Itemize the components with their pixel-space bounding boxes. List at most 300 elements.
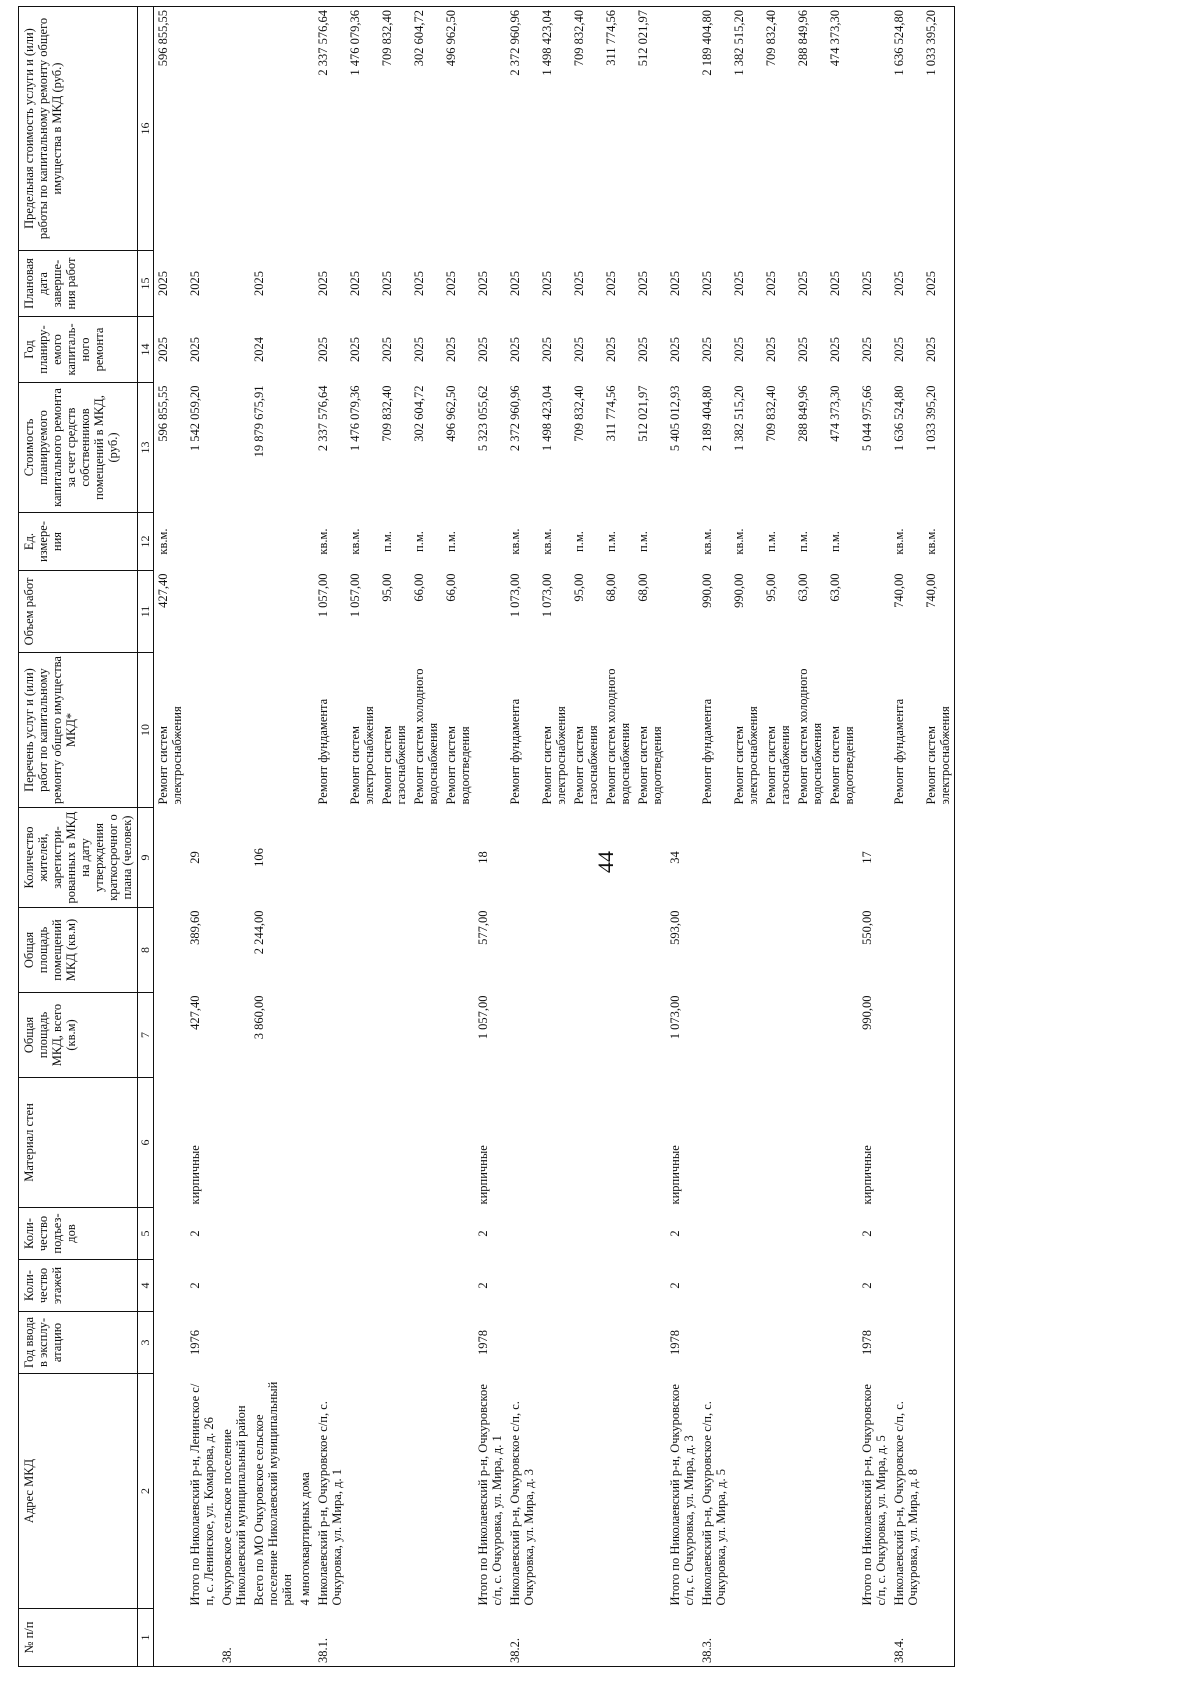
col-number: 14	[138, 317, 154, 383]
wall-material-cell: кирпичные	[668, 1145, 683, 1205]
end-year-cell: 2025	[380, 271, 395, 296]
cost-cell: 709 832,40	[380, 385, 395, 442]
end-year-cell: 2025	[860, 271, 875, 296]
floors-cell: 2	[188, 1282, 203, 1289]
year-cell	[314, 1312, 346, 1374]
floors-cell	[826, 1260, 858, 1312]
area-premises-cell	[296, 908, 314, 993]
volume-cell: 63,00	[828, 573, 843, 602]
limit-cost-cell	[296, 7, 314, 251]
entrances-cell	[570, 1208, 602, 1260]
volume-cell	[296, 571, 314, 653]
entrances-cell	[826, 1208, 858, 1260]
end-year-cell: 2025	[444, 271, 459, 296]
col-header-works: Перечень услуг и (или) работ по капитальному ремонту общего имущества МКД*	[19, 653, 138, 808]
volume-cell: 1 057,00	[348, 573, 363, 618]
unit-cell	[186, 513, 218, 571]
area-premises-cell	[154, 908, 187, 993]
area-total-cell: 1 057,00	[476, 995, 491, 1040]
year-cell	[826, 1312, 858, 1374]
unit-cell: п.м.	[604, 531, 619, 552]
wall-material-cell	[794, 1078, 826, 1208]
wall-material-cell	[730, 1078, 762, 1208]
work-type-cell	[474, 653, 506, 808]
table-row	[730, 7, 762, 1667]
limit-cost-cell: 2 337 576,64	[314, 7, 346, 251]
end-year-cell: 2025	[892, 271, 907, 296]
table-row	[442, 7, 474, 1667]
limit-cost-cell: 2 372 960,96	[506, 7, 538, 251]
cost-cell	[218, 383, 250, 513]
floors-cell	[250, 1260, 296, 1312]
year-cell: 1978	[860, 1330, 875, 1355]
area-premises-cell	[602, 908, 634, 993]
row-number	[474, 1609, 506, 1667]
year-cell: 1976	[188, 1330, 203, 1355]
year-cell	[922, 1312, 955, 1374]
area-premises-cell: 550,00	[860, 910, 875, 945]
floors-cell	[698, 1260, 730, 1312]
area-total-cell	[346, 993, 378, 1078]
table-row	[826, 7, 858, 1667]
table-row	[346, 7, 378, 1667]
area-premises-cell	[314, 908, 346, 993]
wall-material-cell	[296, 1078, 314, 1208]
floors-cell: 2	[668, 1282, 683, 1289]
cost-cell: 288 849,96	[796, 385, 811, 442]
residents-cell	[922, 808, 955, 908]
address-cell: Итого по Николаевский р-н, Очкуровское с/п, с. Очкуровка, ул. Мира, д. 5	[860, 1384, 889, 1606]
work-type-cell: Ремонт фундамента	[892, 698, 907, 805]
col-number: 5	[138, 1208, 154, 1260]
end-year-cell: 2025	[668, 271, 683, 296]
wall-material-cell: кирпичные	[860, 1145, 875, 1205]
floors-cell	[922, 1260, 955, 1312]
table-row	[922, 7, 955, 1667]
entrances-cell	[794, 1208, 826, 1260]
area-total-cell	[296, 993, 314, 1078]
unit-cell: кв.м.	[540, 528, 555, 555]
col-number: 15	[138, 251, 154, 317]
area-total-cell	[442, 993, 474, 1078]
residents-cell	[602, 808, 634, 908]
year-cell	[442, 1312, 474, 1374]
work-type-cell	[296, 653, 314, 808]
unit-cell: п.м.	[764, 531, 779, 552]
cost-cell: 1 476 079,36	[348, 385, 363, 452]
residents-cell: 34	[668, 851, 683, 864]
entrances-cell	[698, 1208, 730, 1260]
work-type-cell	[218, 653, 250, 808]
volume-cell	[858, 571, 890, 653]
plan-year-cell: 2025	[922, 317, 955, 383]
table-row	[186, 7, 218, 1667]
limit-cost-cell: 288 849,96	[794, 7, 826, 251]
floors-cell	[296, 1260, 314, 1312]
floors-cell	[314, 1260, 346, 1312]
unit-cell: п.м.	[572, 531, 587, 552]
year-cell	[296, 1312, 314, 1374]
col-number: 1	[138, 1609, 154, 1667]
end-year-cell: 2025	[700, 271, 715, 296]
residents-cell	[410, 808, 442, 908]
year-cell	[378, 1312, 410, 1374]
address-cell: Итого по Николаевский р-н, Очкуровское с/п, с. Очкуровка, ул. Мира, д. 1	[476, 1384, 505, 1606]
year-cell	[538, 1312, 570, 1374]
address-cell: Итого по Николаевский р-н, Очкуровское с/п, с. Очкуровка, ул. Мира, д. 3	[668, 1384, 697, 1606]
col-header-no: № п/п	[19, 1609, 138, 1667]
plan-year-cell: 2025	[700, 337, 715, 362]
row-number	[794, 1609, 826, 1667]
year-cell	[794, 1312, 826, 1374]
cost-cell: 5 323 055,62	[476, 385, 491, 452]
row-number	[762, 1609, 794, 1667]
address-cell: Николаевский р-н, Очкуровское с/п, с. Очкуровка, ул. Мира, д. 8	[892, 1401, 921, 1606]
residents-cell: 29	[188, 851, 203, 864]
area-total-cell	[730, 993, 762, 1078]
table-row	[410, 7, 442, 1667]
work-type-cell: Ремонт фундамента	[508, 698, 523, 805]
address-cell: Николаевский р-н, Очкуровское с/п, с. Очкуровка, ул. Мира, д. 1	[316, 1401, 345, 1606]
unit-cell	[250, 513, 296, 571]
cost-cell: 5 044 975,66	[860, 385, 875, 452]
year-cell	[762, 1312, 794, 1374]
end-year-cell: 2025	[252, 271, 267, 296]
col-number: 3	[138, 1312, 154, 1374]
limit-cost-cell: 709 832,40	[762, 7, 794, 251]
col-number: 4	[138, 1260, 154, 1312]
end-year-cell	[218, 251, 250, 317]
volume-cell: 63,00	[796, 573, 811, 602]
row-number	[826, 1609, 858, 1667]
residents-cell	[794, 808, 826, 908]
work-type-cell	[186, 653, 218, 808]
end-year-cell: 2025	[732, 271, 747, 296]
address-cell	[378, 1374, 410, 1609]
volume-cell: 1 057,00	[316, 573, 331, 618]
end-year-cell: 2025	[316, 271, 331, 296]
cost-cell: 474 373,30	[828, 385, 843, 442]
row-number	[666, 1609, 698, 1667]
residents-cell	[314, 808, 346, 908]
limit-cost-cell	[250, 7, 296, 251]
table-row	[154, 7, 187, 1667]
address-cell: 4 многоквартирных дома	[298, 1472, 313, 1606]
table-row	[794, 7, 826, 1667]
year-cell	[698, 1312, 730, 1374]
table-body	[154, 7, 955, 1667]
entrances-cell	[442, 1208, 474, 1260]
col-number: 13	[138, 383, 154, 513]
volume-cell: 66,00	[412, 573, 427, 602]
row-number: 38.3.	[698, 1609, 730, 1667]
address-cell	[346, 1374, 378, 1609]
limit-cost-cell: 1 382 515,20	[730, 7, 762, 251]
area-total-cell	[538, 993, 570, 1078]
cost-cell: 2 372 960,96	[508, 385, 523, 452]
residents-cell: 17	[860, 851, 875, 864]
wall-material-cell	[826, 1078, 858, 1208]
col-number: 9	[138, 808, 154, 908]
address-cell	[794, 1374, 826, 1609]
wall-material-cell	[218, 1078, 250, 1208]
unit-cell: кв.м.	[892, 528, 907, 555]
year-cell	[218, 1312, 250, 1374]
entrances-cell	[634, 1208, 666, 1260]
area-premises-cell: 389,60	[188, 910, 203, 945]
limit-cost-cell	[218, 7, 250, 251]
work-type-cell: Ремонт систем водоотведения	[636, 726, 665, 805]
volume-cell: 68,00	[604, 573, 619, 602]
area-premises-cell	[890, 908, 922, 993]
page-number: 44	[593, 851, 618, 873]
unit-cell: п.м.	[380, 531, 395, 552]
col-header-residents: Количество жителей, зарегистри-рованных в МКД на дату утверждения краткосрочног о плана (человек)	[19, 808, 138, 908]
cost-cell	[296, 383, 314, 513]
floors-cell	[442, 1260, 474, 1312]
end-year-cell: 2025	[922, 251, 955, 317]
floors-cell	[346, 1260, 378, 1312]
col-header-address: Адрес МКД	[19, 1374, 138, 1609]
cost-cell: 19 879 675,91	[252, 385, 267, 458]
unit-cell: п.м.	[444, 531, 459, 552]
residents-cell	[634, 808, 666, 908]
area-total-cell: 990,00	[860, 995, 875, 1030]
row-number: 38.1.	[314, 1609, 346, 1667]
plan-year-cell: 2025	[796, 337, 811, 362]
cost-cell: 512 021,97	[636, 385, 651, 442]
residents-cell	[218, 808, 250, 908]
cost-cell: 1 636 524,80	[892, 385, 907, 452]
address-cell	[538, 1374, 570, 1609]
area-total-cell	[602, 993, 634, 1078]
plan-year-cell: 2025	[668, 337, 683, 362]
plan-year-cell: 2025	[540, 337, 555, 362]
cost-cell: 1 498 423,04	[540, 385, 555, 452]
col-header-cost: Стоимость планируемого капитального ремонта за счет средств собственников помещений в МКД, (руб.)	[19, 383, 138, 513]
row-number	[410, 1609, 442, 1667]
residents-cell	[378, 808, 410, 908]
volume-cell: 66,00	[444, 573, 459, 602]
area-total-cell	[378, 993, 410, 1078]
area-total-cell	[826, 993, 858, 1078]
area-premises-cell	[346, 908, 378, 993]
cost-cell: 1 382 515,20	[732, 385, 747, 452]
row-number	[186, 1609, 218, 1667]
residents-cell	[154, 808, 187, 908]
work-type-cell: Ремонт систем электроснабжения	[922, 653, 955, 808]
unit-cell	[474, 513, 506, 571]
work-type-cell: Ремонт систем электроснабжения	[156, 706, 185, 805]
area-total-cell	[314, 993, 346, 1078]
work-type-cell: Ремонт фундамента	[700, 698, 715, 805]
plan-year-cell: 2025	[412, 337, 427, 362]
table-row	[218, 7, 250, 1667]
wall-material-cell	[314, 1078, 346, 1208]
entrances-cell	[378, 1208, 410, 1260]
area-premises-cell	[442, 908, 474, 993]
plan-year-cell: 2025	[476, 337, 491, 362]
limit-cost-cell: 709 832,40	[570, 7, 602, 251]
end-year-cell: 2025	[796, 271, 811, 296]
plan-year-cell: 2025	[732, 337, 747, 362]
col-number: 8	[138, 908, 154, 993]
limit-cost-cell: 496 962,50	[442, 7, 474, 251]
end-year-cell: 2025	[476, 271, 491, 296]
row-number: 38.	[218, 1609, 250, 1667]
cost-cell: 709 832,40	[764, 385, 779, 442]
plan-year-cell: 2024	[252, 337, 267, 362]
work-type-cell: Ремонт систем электроснабжения	[348, 706, 377, 805]
work-type-cell	[666, 653, 698, 808]
cost-cell: 709 832,40	[572, 385, 587, 442]
volume-cell: 427,40	[156, 573, 171, 608]
limit-cost-cell	[858, 7, 890, 251]
col-header-limit-cost: Предельная стоимость услуги и (или) работы по капитальному ремонту общего имущества в МКД (руб.)	[19, 7, 138, 251]
unit-cell: кв.м.	[156, 528, 171, 555]
wall-material-cell	[538, 1078, 570, 1208]
limit-cost-cell: 596 855,55	[154, 7, 187, 251]
area-total-cell	[922, 993, 955, 1078]
address-cell	[634, 1374, 666, 1609]
volume-cell: 990,00	[700, 573, 715, 608]
floors-cell	[730, 1260, 762, 1312]
table-row	[666, 7, 698, 1667]
unit-cell: п.м.	[636, 531, 651, 552]
end-year-cell: 2025	[828, 271, 843, 296]
table-row	[538, 7, 570, 1667]
entrances-cell: 2	[668, 1230, 683, 1237]
area-premises-cell	[218, 908, 250, 993]
entrances-cell	[314, 1208, 346, 1260]
row-number	[250, 1609, 296, 1667]
floors-cell: 2	[476, 1282, 491, 1289]
floors-cell: 2	[860, 1282, 875, 1289]
residents-cell	[730, 808, 762, 908]
col-number: 7	[138, 993, 154, 1078]
year-cell	[346, 1312, 378, 1374]
cost-cell: 2 337 576,64	[316, 385, 331, 452]
plan-year-cell: 2025	[348, 337, 363, 362]
address-cell	[762, 1374, 794, 1609]
limit-cost-cell: 709 832,40	[378, 7, 410, 251]
floors-cell	[410, 1260, 442, 1312]
table-row	[506, 7, 538, 1667]
entrances-cell: 2	[476, 1230, 491, 1237]
wall-material-cell	[378, 1078, 410, 1208]
area-total-cell	[634, 993, 666, 1078]
plan-year-cell	[296, 317, 314, 383]
wall-material-cell: кирпичные	[188, 1145, 203, 1205]
volume-cell: 740,00	[892, 573, 907, 608]
limit-cost-cell: 1 033 395,20	[922, 7, 955, 251]
wall-material-cell	[346, 1078, 378, 1208]
limit-cost-cell	[474, 7, 506, 251]
address-cell: Николаевский р-н, Очкуровское с/п, с. Очкуровка, ул. Мира, д. 5	[700, 1401, 729, 1606]
area-total-cell	[762, 993, 794, 1078]
volume-cell: 1 073,00	[540, 573, 555, 618]
volume-cell	[666, 571, 698, 653]
rotated-page	[18, 0, 1188, 1687]
area-premises-cell: 2 244,00	[252, 910, 267, 955]
end-year-cell: 2025	[508, 271, 523, 296]
floors-cell	[506, 1260, 538, 1312]
year-cell	[154, 1312, 187, 1374]
plan-year-cell: 2025	[444, 337, 459, 362]
wall-material-cell	[442, 1078, 474, 1208]
plan-year-cell: 2025	[316, 337, 331, 362]
cost-cell: 2 189 404,80	[700, 385, 715, 452]
end-year-cell	[296, 251, 314, 317]
volume-cell: 990,00	[732, 573, 747, 608]
col-number: 11	[138, 571, 154, 653]
year-cell	[250, 1312, 296, 1374]
area-premises-cell	[378, 908, 410, 993]
plan-year-cell: 2025	[892, 337, 907, 362]
work-type-cell: Ремонт систем газоснабжения	[380, 725, 409, 805]
col-header-plan-year: Год планиру-емого капиталь-ного ремонта	[19, 317, 138, 383]
volume-cell: 95,00	[572, 573, 587, 602]
wall-material-cell	[762, 1078, 794, 1208]
area-premises-cell: 577,00	[476, 910, 491, 945]
residents-cell	[442, 808, 474, 908]
area-premises-cell	[506, 908, 538, 993]
end-year-cell: 2025	[636, 271, 651, 296]
floors-cell	[378, 1260, 410, 1312]
row-number	[296, 1609, 314, 1667]
col-header-wall: Материал стен	[19, 1078, 138, 1208]
volume-cell: 68,00	[636, 573, 651, 602]
entrances-cell	[410, 1208, 442, 1260]
row-number	[442, 1609, 474, 1667]
work-type-cell	[250, 653, 296, 808]
year-cell	[634, 1312, 666, 1374]
table-row	[250, 7, 296, 1667]
work-type-cell: Ремонт систем холодного водоснабжения	[412, 668, 441, 805]
entrances-cell	[346, 1208, 378, 1260]
volume-cell	[250, 571, 296, 653]
address-cell	[602, 1374, 634, 1609]
floors-cell	[570, 1260, 602, 1312]
entrances-cell: 2	[860, 1230, 875, 1237]
area-total-cell: 427,40	[188, 995, 203, 1030]
unit-cell	[666, 513, 698, 571]
plan-year-cell: 2025	[636, 337, 651, 362]
entrances-cell: 2	[188, 1230, 203, 1237]
work-type-cell: Ремонт фундамента	[316, 698, 331, 805]
wall-material-cell	[922, 1078, 955, 1208]
unit-cell: кв.м.	[732, 528, 747, 555]
table-row	[378, 7, 410, 1667]
floors-cell	[602, 1260, 634, 1312]
area-premises-cell	[730, 908, 762, 993]
residents-cell	[346, 808, 378, 908]
limit-cost-cell: 512 021,97	[634, 7, 666, 251]
residents-cell	[570, 808, 602, 908]
unit-cell: п.м.	[828, 531, 843, 552]
cost-cell: 496 962,50	[444, 385, 459, 442]
wall-material-cell	[890, 1078, 922, 1208]
col-header-area-premises: Общая площадь помещений МКД (кв.м)	[19, 908, 138, 993]
table-row	[890, 7, 922, 1667]
year-cell	[730, 1312, 762, 1374]
row-number: 38.4.	[890, 1609, 922, 1667]
table-row	[570, 7, 602, 1667]
plan-year-cell: 2025	[380, 337, 395, 362]
limit-cost-cell: 302 604,72	[410, 7, 442, 251]
table-row	[698, 7, 730, 1667]
area-total-cell	[218, 993, 250, 1078]
